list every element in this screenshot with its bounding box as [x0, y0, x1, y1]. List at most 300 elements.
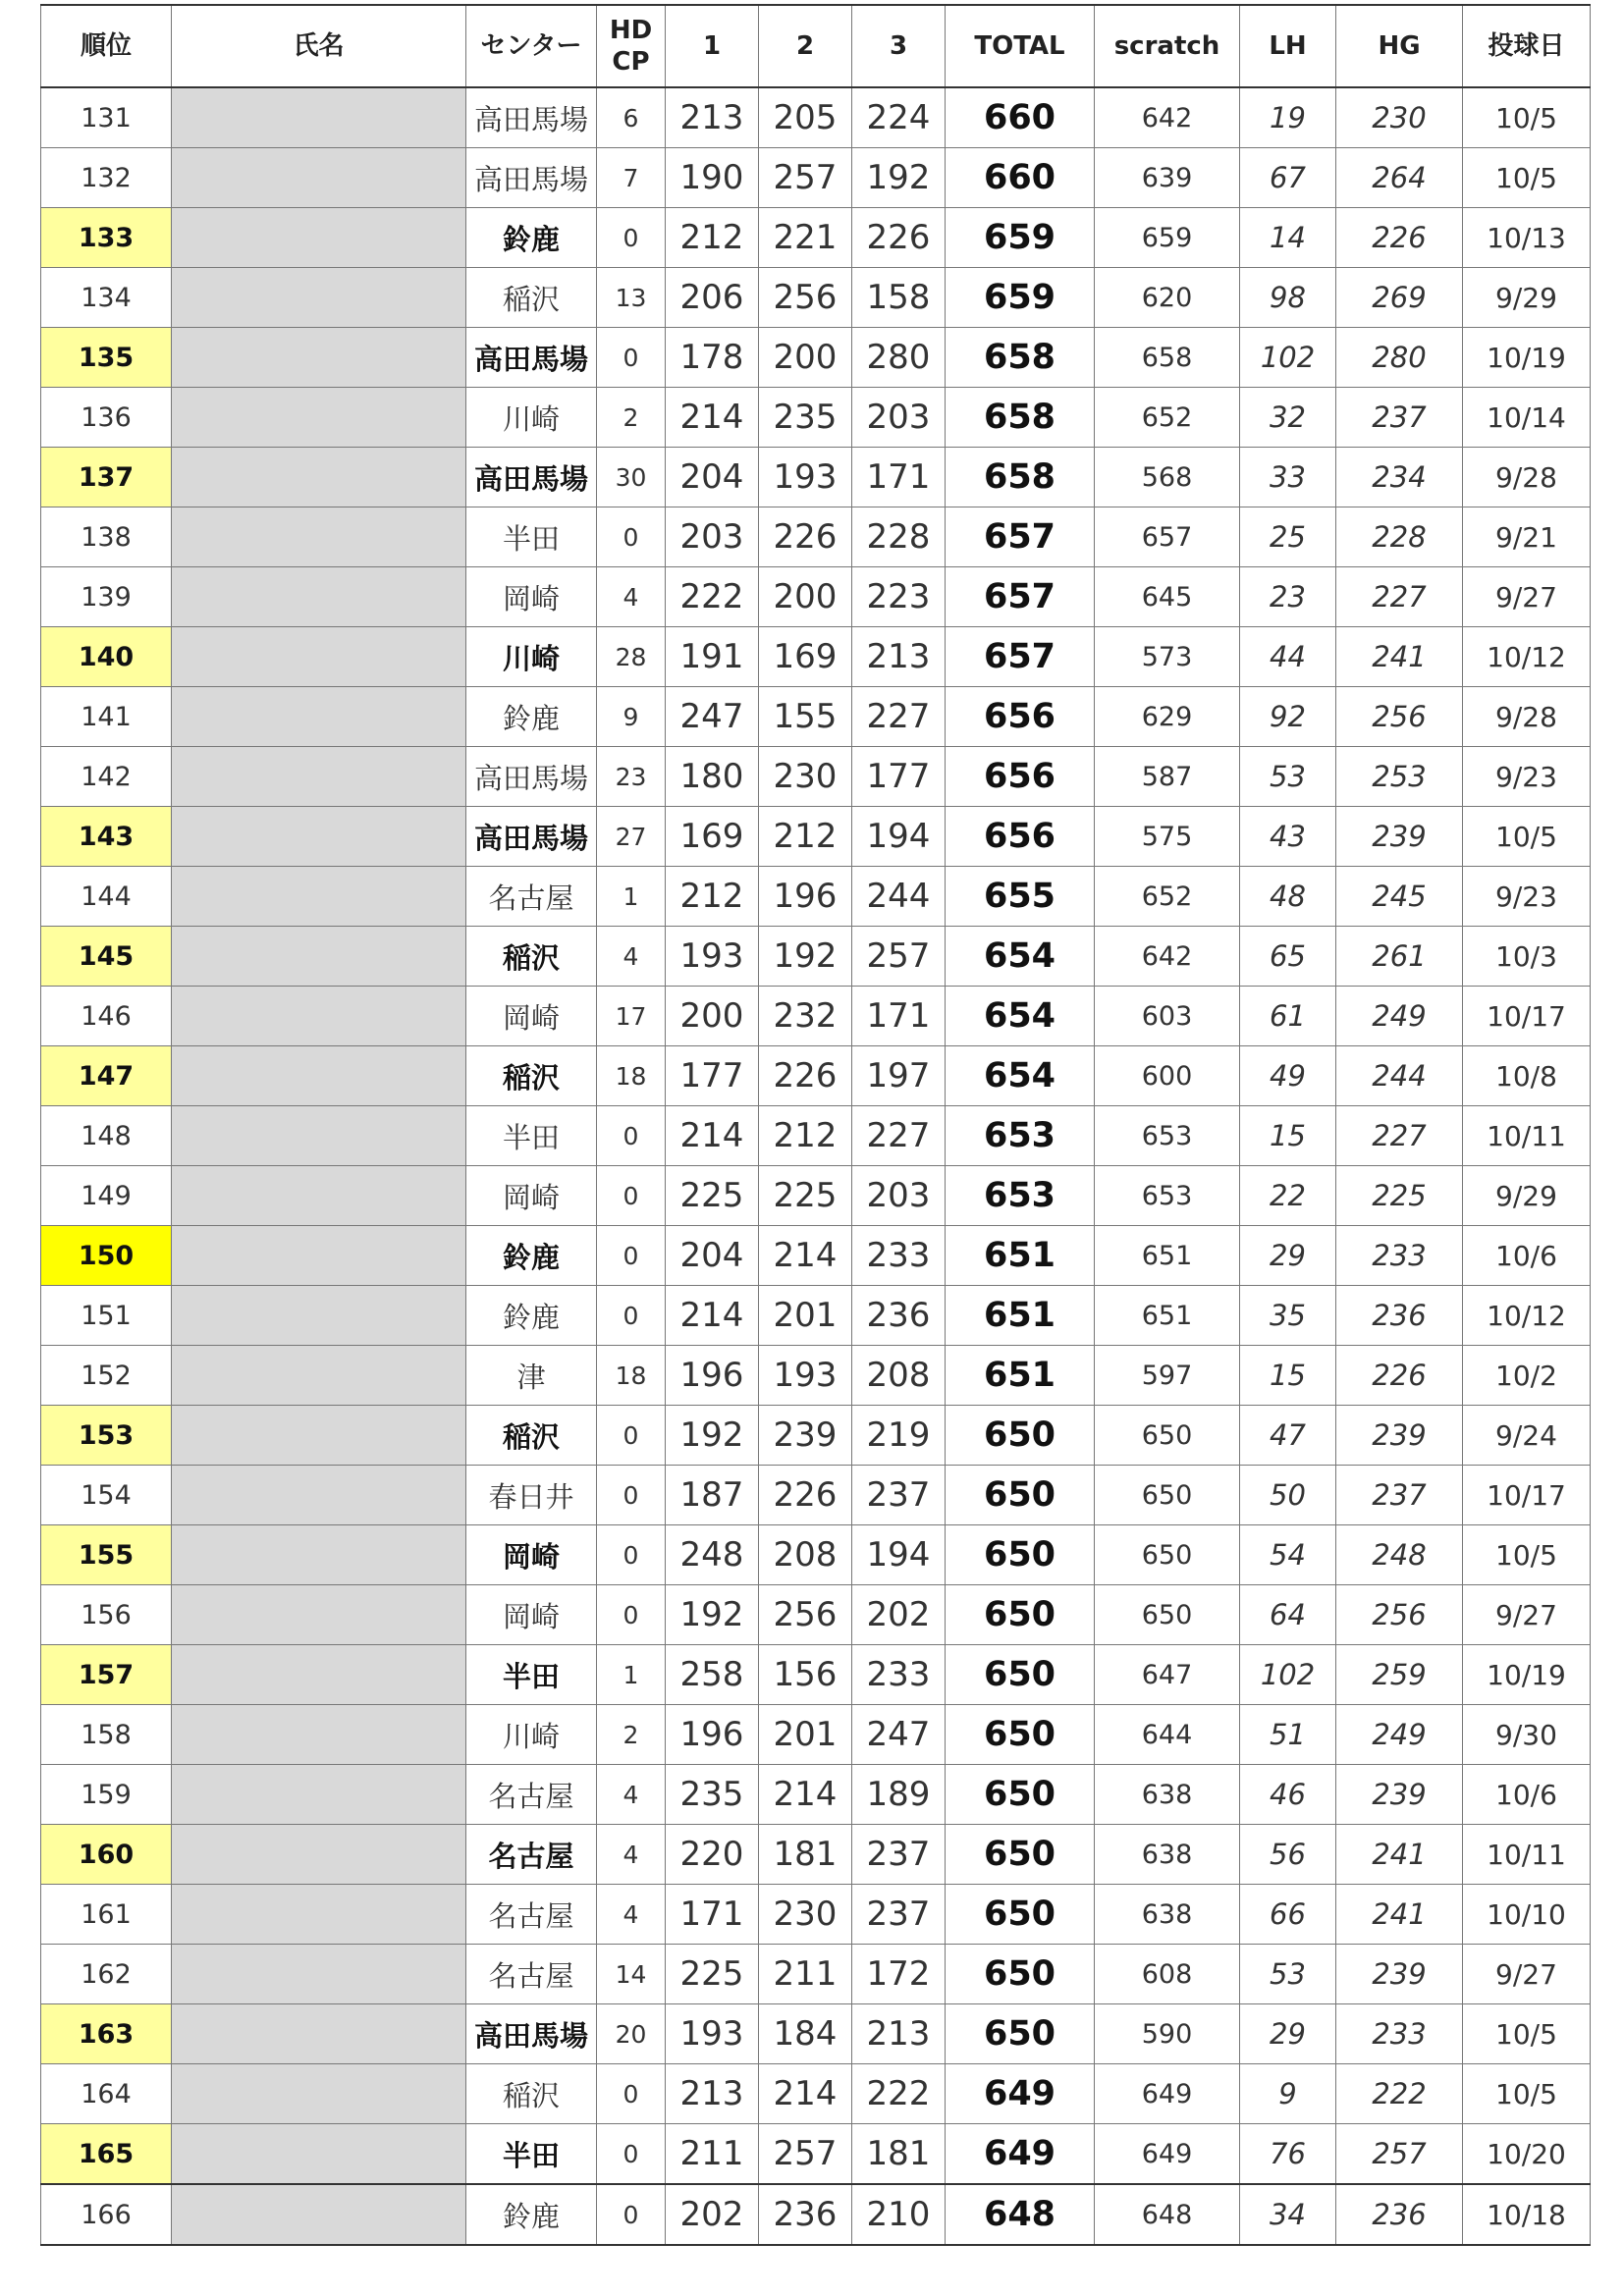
scratch-cell: 638	[1095, 1885, 1240, 1945]
game-1-cell: 213	[666, 2064, 759, 2124]
scratch-cell: 603	[1095, 987, 1240, 1046]
hg-cell: 239	[1336, 1945, 1463, 2004]
game-1-cell: 190	[666, 148, 759, 208]
date-cell: 10/5	[1463, 2064, 1591, 2124]
hg-cell: 280	[1336, 328, 1463, 388]
game-1-cell: 204	[666, 1226, 759, 1286]
rank-cell: 139	[41, 567, 172, 627]
game-2-cell: 226	[759, 507, 852, 567]
name-cell	[172, 1645, 466, 1705]
game-3-cell: 233	[852, 1226, 946, 1286]
scratch-cell: 638	[1095, 1765, 1240, 1825]
name-cell	[172, 2064, 466, 2124]
name-cell	[172, 2184, 466, 2245]
scratch-cell: 648	[1095, 2184, 1240, 2245]
game-1-cell: 193	[666, 2004, 759, 2064]
total-cell: 660	[946, 87, 1095, 148]
date-cell: 9/28	[1463, 687, 1591, 747]
center-cell: 岡崎	[466, 1585, 597, 1645]
hdcp-cell: 9	[597, 687, 666, 747]
total-cell: 653	[946, 1106, 1095, 1166]
scratch-cell: 651	[1095, 1226, 1240, 1286]
center-cell: 川崎	[466, 1705, 597, 1765]
date-cell: 9/30	[1463, 1705, 1591, 1765]
rank-cell: 162	[41, 1945, 172, 2004]
hdcp-cell: 0	[597, 208, 666, 268]
game-3-cell: 194	[852, 807, 946, 867]
game-3-cell: 210	[852, 2184, 946, 2245]
game-1-cell: 258	[666, 1645, 759, 1705]
rank-cell: 132	[41, 148, 172, 208]
table-row	[41, 388, 1591, 448]
date-cell: 10/6	[1463, 1226, 1591, 1286]
header-row	[41, 5, 1591, 87]
name-cell	[172, 927, 466, 987]
hdcp-cell: 13	[597, 268, 666, 328]
center-cell: 高田馬場	[466, 148, 597, 208]
table-row	[41, 567, 1591, 627]
center-cell: 高田馬場	[466, 747, 597, 807]
scratch-cell: 620	[1095, 268, 1240, 328]
scratch-cell: 639	[1095, 148, 1240, 208]
rank-cell: 164	[41, 2064, 172, 2124]
lh-cell: 102	[1240, 1645, 1336, 1705]
table-row	[41, 148, 1591, 208]
center-cell: 鈴鹿	[466, 1226, 597, 1286]
game-3-cell: 223	[852, 567, 946, 627]
game-3-cell: 213	[852, 2004, 946, 2064]
name-cell	[172, 1046, 466, 1106]
game-3-cell: 203	[852, 1166, 946, 1226]
lh-cell: 35	[1240, 1286, 1336, 1346]
date-cell: 9/28	[1463, 448, 1591, 507]
table-row	[41, 1466, 1591, 1525]
rank-cell: 165	[41, 2124, 172, 2185]
scratch-cell: 658	[1095, 328, 1240, 388]
game-3-cell: 280	[852, 328, 946, 388]
rank-cell: 134	[41, 268, 172, 328]
lh-cell: 15	[1240, 1106, 1336, 1166]
rank-cell: 158	[41, 1705, 172, 1765]
name-cell	[172, 1585, 466, 1645]
rank-cell: 147	[41, 1046, 172, 1106]
table-row	[41, 1825, 1591, 1885]
rank-cell: 160	[41, 1825, 172, 1885]
center-cell: 名古屋	[466, 1765, 597, 1825]
hg-cell: 249	[1336, 987, 1463, 1046]
game-1-cell: 212	[666, 867, 759, 927]
date-cell: 10/17	[1463, 1466, 1591, 1525]
game-2-cell: 169	[759, 627, 852, 687]
scratch-cell: 650	[1095, 1585, 1240, 1645]
game-2-cell: 221	[759, 208, 852, 268]
rank-cell: 141	[41, 687, 172, 747]
table-row	[41, 867, 1591, 927]
scratch-cell: 647	[1095, 1645, 1240, 1705]
lh-cell: 54	[1240, 1525, 1336, 1585]
hg-cell: 264	[1336, 148, 1463, 208]
hg-cell: 237	[1336, 1466, 1463, 1525]
lh-cell: 43	[1240, 807, 1336, 867]
header-scratch: scratch	[1095, 5, 1240, 87]
hg-cell: 228	[1336, 507, 1463, 567]
hdcp-cell: 14	[597, 1945, 666, 2004]
table-row	[41, 1525, 1591, 1585]
lh-cell: 53	[1240, 747, 1336, 807]
game-3-cell: 227	[852, 687, 946, 747]
game-2-cell: 184	[759, 2004, 852, 2064]
date-cell: 10/5	[1463, 1525, 1591, 1585]
total-cell: 650	[946, 1466, 1095, 1525]
rank-cell: 137	[41, 448, 172, 507]
header-name: 氏名	[172, 5, 466, 87]
game-3-cell: 208	[852, 1346, 946, 1406]
game-3-cell: 203	[852, 388, 946, 448]
game-3-cell: 247	[852, 1705, 946, 1765]
hg-cell: 227	[1336, 567, 1463, 627]
name-cell	[172, 268, 466, 328]
rank-cell: 136	[41, 388, 172, 448]
center-cell: 半田	[466, 1645, 597, 1705]
table-row	[41, 807, 1591, 867]
lh-cell: 46	[1240, 1765, 1336, 1825]
table-row	[41, 328, 1591, 388]
name-cell	[172, 208, 466, 268]
table-row	[41, 1705, 1591, 1765]
rank-cell: 146	[41, 987, 172, 1046]
total-cell: 656	[946, 747, 1095, 807]
game-2-cell: 155	[759, 687, 852, 747]
game-3-cell: 194	[852, 1525, 946, 1585]
hdcp-cell: 0	[597, 507, 666, 567]
date-cell: 9/23	[1463, 867, 1591, 927]
hg-cell: 226	[1336, 208, 1463, 268]
center-cell: 鈴鹿	[466, 1286, 597, 1346]
name-cell	[172, 1106, 466, 1166]
game-1-cell: 178	[666, 328, 759, 388]
scratch-cell: 587	[1095, 747, 1240, 807]
game-2-cell: 256	[759, 1585, 852, 1645]
total-cell: 648	[946, 2184, 1095, 2245]
date-cell: 9/23	[1463, 747, 1591, 807]
game-1-cell: 203	[666, 507, 759, 567]
game-1-cell: 192	[666, 1585, 759, 1645]
game-3-cell: 219	[852, 1406, 946, 1466]
rank-cell: 150	[41, 1226, 172, 1286]
rank-cell: 140	[41, 627, 172, 687]
hg-cell: 226	[1336, 1346, 1463, 1406]
hg-cell: 236	[1336, 1286, 1463, 1346]
date-cell: 9/29	[1463, 268, 1591, 328]
total-cell: 650	[946, 1406, 1095, 1466]
game-2-cell: 193	[759, 448, 852, 507]
date-cell: 9/27	[1463, 1945, 1591, 2004]
scratch-cell: 575	[1095, 807, 1240, 867]
total-cell: 658	[946, 388, 1095, 448]
date-cell: 10/13	[1463, 208, 1591, 268]
game-3-cell: 244	[852, 867, 946, 927]
rank-cell: 163	[41, 2004, 172, 2064]
hg-cell: 269	[1336, 268, 1463, 328]
name-cell	[172, 2124, 466, 2185]
lh-cell: 76	[1240, 2124, 1336, 2185]
total-cell: 651	[946, 1286, 1095, 1346]
total-cell: 658	[946, 328, 1095, 388]
name-cell	[172, 687, 466, 747]
scratch-cell: 568	[1095, 448, 1240, 507]
hdcp-cell: 4	[597, 1825, 666, 1885]
scratch-cell: 600	[1095, 1046, 1240, 1106]
hg-cell: 225	[1336, 1166, 1463, 1226]
game-1-cell: 177	[666, 1046, 759, 1106]
game-1-cell: 196	[666, 1705, 759, 1765]
hdcp-cell: 20	[597, 2004, 666, 2064]
center-cell: 高田馬場	[466, 2004, 597, 2064]
total-cell: 650	[946, 1585, 1095, 1645]
header-game-1: 1	[666, 5, 759, 87]
center-cell: 稲沢	[466, 2064, 597, 2124]
game-3-cell: 237	[852, 1466, 946, 1525]
scratch-cell: 650	[1095, 1525, 1240, 1585]
center-cell: 高田馬場	[466, 87, 597, 148]
lh-cell: 51	[1240, 1705, 1336, 1765]
game-3-cell: 171	[852, 987, 946, 1046]
hdcp-cell: 0	[597, 1466, 666, 1525]
center-cell: 稲沢	[466, 927, 597, 987]
rank-cell: 166	[41, 2184, 172, 2245]
center-cell: 名古屋	[466, 1945, 597, 2004]
game-3-cell: 226	[852, 208, 946, 268]
table-row	[41, 1226, 1591, 1286]
rank-cell: 148	[41, 1106, 172, 1166]
hg-cell: 239	[1336, 1765, 1463, 1825]
scratch-cell: 652	[1095, 388, 1240, 448]
total-cell: 650	[946, 1945, 1095, 2004]
name-cell	[172, 148, 466, 208]
hg-cell: 249	[1336, 1705, 1463, 1765]
total-cell: 657	[946, 627, 1095, 687]
hg-cell: 237	[1336, 388, 1463, 448]
date-cell: 10/10	[1463, 1885, 1591, 1945]
date-cell: 10/12	[1463, 1286, 1591, 1346]
hdcp-cell: 18	[597, 1046, 666, 1106]
game-3-cell: 237	[852, 1825, 946, 1885]
table-body	[41, 87, 1591, 2245]
game-2-cell: 214	[759, 1765, 852, 1825]
hdcp-cell: 1	[597, 1645, 666, 1705]
name-cell	[172, 567, 466, 627]
hg-cell: 248	[1336, 1525, 1463, 1585]
total-cell: 654	[946, 1046, 1095, 1106]
name-cell	[172, 1166, 466, 1226]
total-cell: 654	[946, 987, 1095, 1046]
game-3-cell: 192	[852, 148, 946, 208]
table-row	[41, 987, 1591, 1046]
table-row	[41, 1765, 1591, 1825]
hdcp-cell: 7	[597, 148, 666, 208]
game-2-cell: 257	[759, 2124, 852, 2185]
game-1-cell: 200	[666, 987, 759, 1046]
name-cell	[172, 2004, 466, 2064]
center-cell: 岡崎	[466, 987, 597, 1046]
game-2-cell: 205	[759, 87, 852, 148]
name-cell	[172, 1945, 466, 2004]
scratch-cell: 644	[1095, 1705, 1240, 1765]
rank-cell: 151	[41, 1286, 172, 1346]
lh-cell: 14	[1240, 208, 1336, 268]
game-2-cell: 230	[759, 747, 852, 807]
hg-cell: 241	[1336, 1885, 1463, 1945]
hdcp-cell: 23	[597, 747, 666, 807]
game-1-cell: 214	[666, 1286, 759, 1346]
table-row	[41, 507, 1591, 567]
hdcp-cell: 30	[597, 448, 666, 507]
table-row	[41, 1106, 1591, 1166]
scratch-cell: 651	[1095, 1286, 1240, 1346]
hdcp-cell: 4	[597, 567, 666, 627]
header-game-3: 3	[852, 5, 946, 87]
date-cell: 9/27	[1463, 567, 1591, 627]
name-cell	[172, 1406, 466, 1466]
total-cell: 650	[946, 1705, 1095, 1765]
rank-cell: 142	[41, 747, 172, 807]
scratch-cell: 649	[1095, 2064, 1240, 2124]
hg-cell: 230	[1336, 87, 1463, 148]
hg-cell: 233	[1336, 2004, 1463, 2064]
game-3-cell: 158	[852, 268, 946, 328]
date-cell: 10/20	[1463, 2124, 1591, 2185]
game-1-cell: 214	[666, 388, 759, 448]
center-cell: 鈴鹿	[466, 687, 597, 747]
header-hdcp-line2: CP	[612, 47, 650, 77]
game-1-cell: 225	[666, 1945, 759, 2004]
game-2-cell: 156	[759, 1645, 852, 1705]
rank-cell: 135	[41, 328, 172, 388]
game-3-cell: 233	[852, 1645, 946, 1705]
center-cell: 稲沢	[466, 1046, 597, 1106]
center-cell: 半田	[466, 2124, 597, 2185]
rank-cell: 143	[41, 807, 172, 867]
hdcp-cell: 2	[597, 388, 666, 448]
lh-cell: 25	[1240, 507, 1336, 567]
total-cell: 656	[946, 687, 1095, 747]
date-cell: 10/8	[1463, 1046, 1591, 1106]
hg-cell: 222	[1336, 2064, 1463, 2124]
rank-cell: 149	[41, 1166, 172, 1226]
table-row	[41, 1346, 1591, 1406]
name-cell	[172, 1885, 466, 1945]
scratch-cell: 597	[1095, 1346, 1240, 1406]
lh-cell: 34	[1240, 2184, 1336, 2245]
game-2-cell: 211	[759, 1945, 852, 2004]
header-hdcp	[597, 5, 666, 87]
game-1-cell: 247	[666, 687, 759, 747]
header-date: 投球日	[1463, 5, 1591, 87]
center-cell: 高田馬場	[466, 448, 597, 507]
rank-cell: 131	[41, 87, 172, 148]
lh-cell: 67	[1240, 148, 1336, 208]
game-2-cell: 181	[759, 1825, 852, 1885]
game-2-cell: 208	[759, 1525, 852, 1585]
name-cell	[172, 1525, 466, 1585]
scratch-cell: 590	[1095, 2004, 1240, 2064]
scratch-cell: 653	[1095, 1166, 1240, 1226]
date-cell: 10/19	[1463, 328, 1591, 388]
scratch-cell: 608	[1095, 1945, 1240, 2004]
lh-cell: 49	[1240, 1046, 1336, 1106]
header-game-2: 2	[759, 5, 852, 87]
total-cell: 650	[946, 1645, 1095, 1705]
scratch-cell: 653	[1095, 1106, 1240, 1166]
center-cell: 名古屋	[466, 867, 597, 927]
total-cell: 650	[946, 2004, 1095, 2064]
rank-cell: 144	[41, 867, 172, 927]
hg-cell: 234	[1336, 448, 1463, 507]
name-cell	[172, 507, 466, 567]
table-header	[41, 5, 1591, 87]
game-1-cell: 211	[666, 2124, 759, 2185]
game-3-cell: 171	[852, 448, 946, 507]
scratch-cell: 645	[1095, 567, 1240, 627]
center-cell: 鈴鹿	[466, 208, 597, 268]
hg-cell: 261	[1336, 927, 1463, 987]
rank-cell: 153	[41, 1406, 172, 1466]
name-cell	[172, 448, 466, 507]
game-2-cell: 232	[759, 987, 852, 1046]
name-cell	[172, 747, 466, 807]
rank-cell: 155	[41, 1525, 172, 1585]
center-cell: 川崎	[466, 388, 597, 448]
header-total: TOTAL	[946, 5, 1095, 87]
name-cell	[172, 1466, 466, 1525]
total-cell: 650	[946, 1765, 1095, 1825]
hdcp-cell: 27	[597, 807, 666, 867]
game-1-cell: 220	[666, 1825, 759, 1885]
ranking-sheet	[40, 4, 1590, 2246]
rank-cell: 161	[41, 1885, 172, 1945]
hg-cell: 259	[1336, 1645, 1463, 1705]
table-row	[41, 2064, 1591, 2124]
game-2-cell: 226	[759, 1046, 852, 1106]
center-cell: 岡崎	[466, 567, 597, 627]
total-cell: 650	[946, 1825, 1095, 1885]
total-cell: 650	[946, 1885, 1095, 1945]
lh-cell: 64	[1240, 1585, 1336, 1645]
game-1-cell: 222	[666, 567, 759, 627]
name-cell	[172, 987, 466, 1046]
date-cell: 10/5	[1463, 87, 1591, 148]
hdcp-cell: 1	[597, 867, 666, 927]
date-cell: 10/5	[1463, 148, 1591, 208]
table-row	[41, 268, 1591, 328]
game-3-cell: 257	[852, 927, 946, 987]
game-2-cell: 257	[759, 148, 852, 208]
game-2-cell: 225	[759, 1166, 852, 1226]
game-1-cell: 193	[666, 927, 759, 987]
date-cell: 10/2	[1463, 1346, 1591, 1406]
table-row	[41, 627, 1591, 687]
game-2-cell: 201	[759, 1286, 852, 1346]
date-cell: 10/6	[1463, 1765, 1591, 1825]
game-1-cell: 235	[666, 1765, 759, 1825]
date-cell: 10/19	[1463, 1645, 1591, 1705]
lh-cell: 19	[1240, 87, 1336, 148]
rank-cell: 159	[41, 1765, 172, 1825]
game-1-cell: 191	[666, 627, 759, 687]
date-cell: 10/11	[1463, 1825, 1591, 1885]
total-cell: 651	[946, 1226, 1095, 1286]
hdcp-cell: 0	[597, 1585, 666, 1645]
